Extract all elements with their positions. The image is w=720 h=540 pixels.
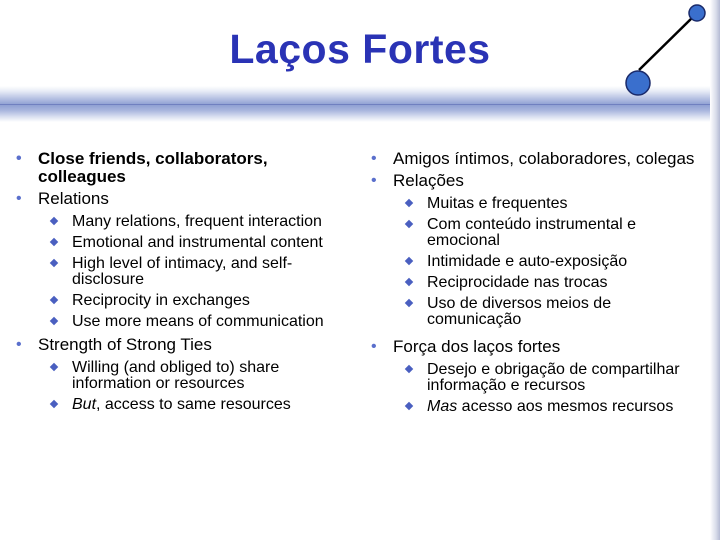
bullet-dot: • <box>371 150 377 167</box>
diamond-bullet-icon <box>405 402 413 410</box>
network-node-large <box>626 71 650 95</box>
sub-bullet: Reciprocity in exchanges <box>38 293 346 309</box>
diamond-bullet-icon <box>50 217 58 225</box>
diamond-bullet-icon <box>50 296 58 304</box>
right-column <box>371 150 701 421</box>
sub-bullet: Use more means of communication <box>38 314 346 330</box>
sub-bullet: High level of intimacy, and self-disclosure <box>38 256 346 288</box>
bullet-dot: • <box>16 150 22 167</box>
bullet-relations: • Relations Many relations, frequent interaction Emotional and instrumental content High level of intimacy, and self-disclosure Reciprocity in exchanges Use more means of communication <box>16 190 346 330</box>
sub-bullet: Desejo e obrigação de compartilhar informação e recursos <box>393 362 701 394</box>
diamond-bullet-icon <box>405 299 413 307</box>
bullet-close-friends: • Close friends, collaborators, colleagues <box>16 149 268 186</box>
bullet-dot: • <box>371 172 377 189</box>
network-node-small <box>689 5 705 21</box>
sub-bullet: Uso de diversos meios de comunicação <box>393 296 701 328</box>
diamond-bullet-icon <box>50 400 58 408</box>
diamond-bullet-icon <box>405 278 413 286</box>
sub-bullet: Emotional and instrumental content <box>38 235 346 251</box>
sub-bullet: Com conteúdo instrumental e emocional <box>393 217 701 249</box>
slide-title: Laços Fortes <box>229 26 491 72</box>
bullet-forca: • Força dos laços fortes Desejo e obrigação de compartilhar informação e recursos Mas acesso aos mesmos recursos <box>371 338 701 415</box>
sub-bullet: Reciprocidade nas trocas <box>393 275 701 291</box>
sub-bullet: But, access to same resources <box>38 397 346 413</box>
bullet-relacoes: • Relações Muitas e frequentes Com conteúdo instrumental e emocional Intimidade e auto-exposição Reciprocidade nas trocas Uso de diversos meios de comunicação <box>371 172 701 328</box>
sub-bullet: Muitas e frequentes <box>393 196 701 212</box>
bullet-dot: • <box>16 336 22 353</box>
sub-bullet: Mas acesso aos mesmos recursos <box>393 399 701 415</box>
diamond-bullet-icon <box>405 220 413 228</box>
diamond-bullet-icon <box>405 199 413 207</box>
diamond-bullet-icon <box>50 259 58 267</box>
sub-bullet: Willing (and obliged to) share information or resources <box>38 360 346 392</box>
diamond-bullet-icon <box>50 238 58 246</box>
bullet-strength: • Strength of Strong Ties Willing (and obliged to) share information or resources But, access to same resources <box>16 336 346 413</box>
bullet-amigos: • Amigos íntimos, colaboradores, colegas <box>371 149 695 168</box>
diamond-bullet-icon <box>405 257 413 265</box>
left-column <box>16 150 346 419</box>
bullet-dot: • <box>371 338 377 355</box>
bullet-dot: • <box>16 190 22 207</box>
diamond-bullet-icon <box>50 363 58 371</box>
diamond-bullet-icon <box>50 317 58 325</box>
diamond-bullet-icon <box>405 365 413 373</box>
sub-bullet: Many relations, frequent interaction <box>38 214 346 230</box>
sub-bullet: Intimidade e auto-exposição <box>393 254 701 270</box>
